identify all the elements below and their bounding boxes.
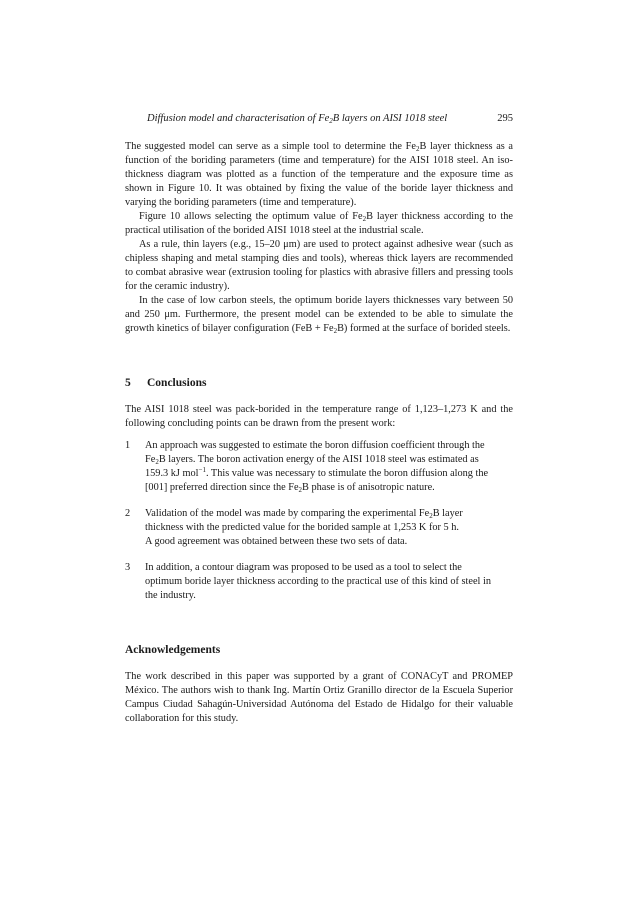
intro-paragraph-1: The suggested model can serve as a simple tool to determine the $Fe_2B$ layer thickness as a function of the boriding parameters (time and temperature) for the AISI 1018 steel. An iso-thickness diagram was plotted as a function of the temperature and the exposure time as shown in Figure 10. It was obtained by fixing the value of the boride layer thickness and varying the boriding parameters (time and temperature). [125,141,514,208]
acknowledgements-paragraph: The work described in this paper was supported by a grant of CONACyT and PROMEP México. The authors wish to thank Ing. Martín Ortiz Granillo director de la Escuela Superior Campus Ciudad Sahagún-Universidad Autónoma del Estado de Hidalgo for their valuable collaboration for this study. [125,671,513,724]
conclusions-heading: 5 Conclusions [125,377,207,389]
intro-paragraph-4: In the case of low carbon steels, the optimum boride layers thicknesses vary between 50 and 250 μm. Furthermore, the present model can be extended to be able to simulate the growth kinetics of bilayer configuration $(FeB + Fe_2B)$ formed at the surface of borided steels. [125,295,513,335]
intro-paragraph-3: As a rule, thin layers (e.g., 15–20 μm) are used to protect against adhesive wear (such as chipless shaping and metal stamping dies and tools), whereas thick layers are recommended to combat abrasive wear (extrusion tooling for plastics with abrasive fillers and pressing tools for the ceramic industry). [125,239,513,292]
conclusions-lead: The AISI 1018 steel was pack-borided in the temperature range of 1,123–1,273 K and the following concluding points can be drawn from the present work: [125,404,513,429]
conclusions-list [125,439,513,603]
intro-paragraph-2: Figure 10 allows selecting the optimum value of $Fe_2B$ layer thickness according to the practical utilisation of the borided AISI 1018 steel at the industrial scale. [125,211,513,236]
list-item: 1 An approach was suggested to estimate the boron diffusion coefficient through the $Fe_2B$ layers. The boron activation energy of the AISI 1018 steel was estimated as 159.3 kJ mol$^{-1}$. This value was necessary to stimulate the boron diffusion along the [001] preferred direction since the $Fe_2B$ phase is of anisotropic nature. [125,440,489,494]
list-item: 2 Validation of the model was made by comparing the experimental $Fe_2B$ layer thickness with the predicted value for the borided sample at 1,253 K for 5 h. A good agreement was obtained between these two sets of data. [125,508,463,547]
page-body [125,140,513,726]
page-number: 295 [497,113,513,124]
running-head-title: Diffusion model and characterisation of $Fe_2B$ layers on AISI 1018 steel [147,113,448,125]
acknowledgements-heading: Acknowledgements [125,644,221,656]
list-item: 3 In addition, a contour diagram was proposed to be used as a tool to select the optimum boride layer thickness according to the practical use of this kind of steel in the industry. [125,562,491,601]
